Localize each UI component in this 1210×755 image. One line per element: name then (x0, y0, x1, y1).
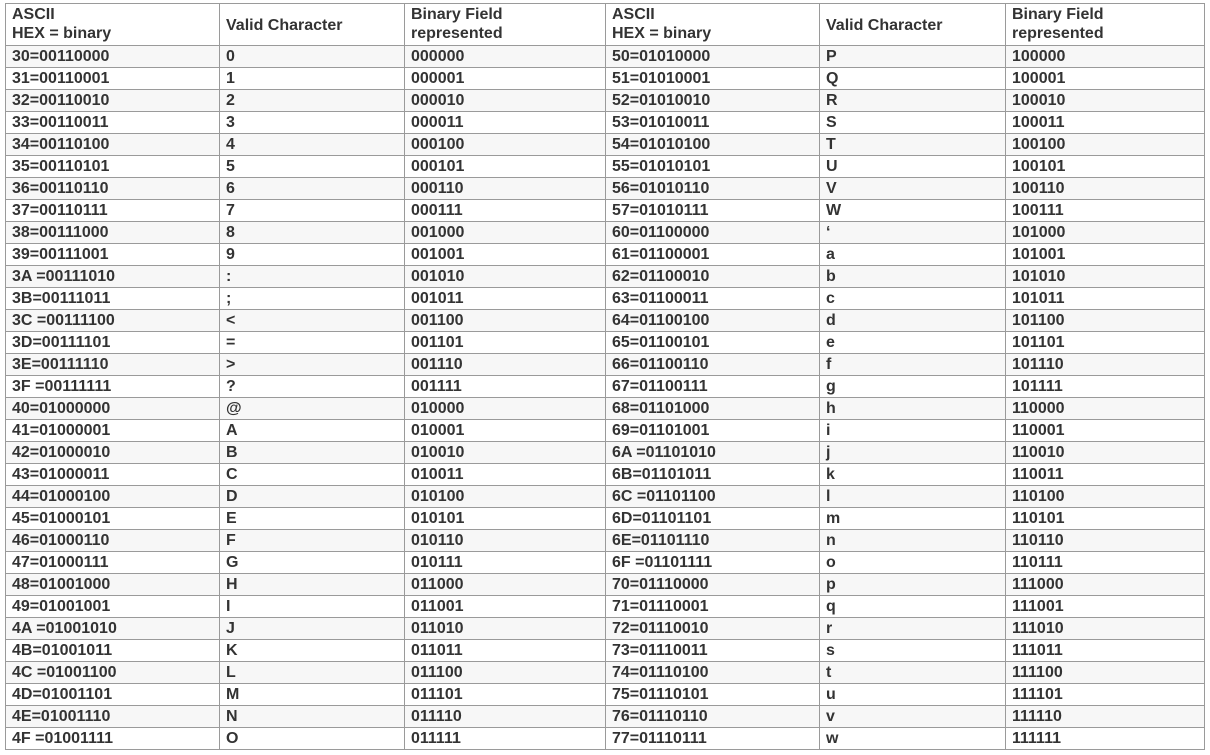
cell-valid-character: n (820, 530, 1006, 552)
cell-hex-binary: 53=01010011 (606, 112, 820, 134)
cell-valid-character: = (220, 332, 405, 354)
cell-binary-field: 000110 (405, 178, 606, 200)
cell-valid-character: w (820, 728, 1006, 750)
cell-binary-field: 000011 (405, 112, 606, 134)
cell-binary-field: 011110 (405, 706, 606, 728)
cell-hex-binary: 60=01100000 (606, 222, 820, 244)
cell-valid-character: e (820, 332, 1006, 354)
table-row (6, 398, 1205, 420)
cell-binary-field: 101010 (1006, 266, 1205, 288)
header-binary-field: Binary Field represented (1006, 4, 1205, 46)
header-ascii-hex: ASCII HEX = binary (606, 4, 820, 46)
table-row (6, 728, 1205, 750)
cell-valid-character: p (820, 574, 1006, 596)
cell-valid-character: Q (820, 68, 1006, 90)
header-ascii-hex: ASCII HEX = binary (6, 4, 220, 46)
cell-binary-field: 000111 (405, 200, 606, 222)
cell-hex-binary: 6D=01101101 (606, 508, 820, 530)
cell-binary-field: 011010 (405, 618, 606, 640)
table-row (6, 90, 1205, 112)
cell-hex-binary: 39=00111001 (6, 244, 220, 266)
cell-binary-field: 101001 (1006, 244, 1205, 266)
cell-binary-field: 010100 (405, 486, 606, 508)
cell-hex-binary: 52=01010010 (606, 90, 820, 112)
cell-valid-character: B (220, 442, 405, 464)
cell-valid-character: l (820, 486, 1006, 508)
table-row (6, 310, 1205, 332)
cell-valid-character: : (220, 266, 405, 288)
cell-valid-character: 3 (220, 112, 405, 134)
cell-hex-binary: 4F =01001111 (6, 728, 220, 750)
cell-binary-field: 010101 (405, 508, 606, 530)
table-body (6, 46, 1205, 750)
cell-hex-binary: 4C =01001100 (6, 662, 220, 684)
cell-valid-character: > (220, 354, 405, 376)
ascii-table-container (5, 3, 1205, 750)
table-row (6, 486, 1205, 508)
cell-binary-field: 011000 (405, 574, 606, 596)
cell-valid-character: s (820, 640, 1006, 662)
cell-valid-character: v (820, 706, 1006, 728)
cell-binary-field: 100101 (1006, 156, 1205, 178)
table-row (6, 662, 1205, 684)
table-row (6, 552, 1205, 574)
cell-binary-field: 101110 (1006, 354, 1205, 376)
cell-hex-binary: 31=00110001 (6, 68, 220, 90)
cell-valid-character: 0 (220, 46, 405, 68)
cell-binary-field: 111001 (1006, 596, 1205, 618)
table-row (6, 508, 1205, 530)
cell-hex-binary: 4B=01001011 (6, 640, 220, 662)
cell-hex-binary: 54=01010100 (606, 134, 820, 156)
cell-binary-field: 001011 (405, 288, 606, 310)
table-row (6, 134, 1205, 156)
cell-binary-field: 111000 (1006, 574, 1205, 596)
cell-hex-binary: 44=01000100 (6, 486, 220, 508)
table-row (6, 420, 1205, 442)
cell-binary-field: 101000 (1006, 222, 1205, 244)
cell-hex-binary: 57=01010111 (606, 200, 820, 222)
cell-valid-character: ? (220, 376, 405, 398)
cell-hex-binary: 6C =01101100 (606, 486, 820, 508)
cell-valid-character: ; (220, 288, 405, 310)
cell-valid-character: b (820, 266, 1006, 288)
cell-binary-field: 110111 (1006, 552, 1205, 574)
cell-hex-binary: 32=00110010 (6, 90, 220, 112)
table-row (6, 222, 1205, 244)
cell-hex-binary: 67=01100111 (606, 376, 820, 398)
cell-binary-field: 110101 (1006, 508, 1205, 530)
cell-binary-field: 010010 (405, 442, 606, 464)
cell-hex-binary: 4E=01001110 (6, 706, 220, 728)
cell-valid-character: P (820, 46, 1006, 68)
cell-valid-character: J (220, 618, 405, 640)
cell-binary-field: 100001 (1006, 68, 1205, 90)
cell-binary-field: 001100 (405, 310, 606, 332)
table-row (6, 266, 1205, 288)
cell-binary-field: 101111 (1006, 376, 1205, 398)
cell-hex-binary: 47=01000111 (6, 552, 220, 574)
cell-hex-binary: 51=01010001 (606, 68, 820, 90)
table-row (6, 706, 1205, 728)
table-row (6, 618, 1205, 640)
cell-valid-character: L (220, 662, 405, 684)
cell-valid-character: h (820, 398, 1006, 420)
cell-valid-character: N (220, 706, 405, 728)
cell-binary-field: 010001 (405, 420, 606, 442)
cell-hex-binary: 6E=01101110 (606, 530, 820, 552)
cell-hex-binary: 66=01100110 (606, 354, 820, 376)
cell-binary-field: 011111 (405, 728, 606, 750)
cell-binary-field: 101100 (1006, 310, 1205, 332)
cell-binary-field: 110011 (1006, 464, 1205, 486)
cell-hex-binary: 41=01000001 (6, 420, 220, 442)
table-row (6, 640, 1205, 662)
cell-valid-character: a (820, 244, 1006, 266)
cell-valid-character: V (820, 178, 1006, 200)
cell-valid-character: 1 (220, 68, 405, 90)
cell-binary-field: 111110 (1006, 706, 1205, 728)
cell-valid-character: R (820, 90, 1006, 112)
cell-binary-field: 100110 (1006, 178, 1205, 200)
cell-binary-field: 010111 (405, 552, 606, 574)
cell-binary-field: 001000 (405, 222, 606, 244)
cell-valid-character: @ (220, 398, 405, 420)
table-row (6, 46, 1205, 68)
cell-valid-character: M (220, 684, 405, 706)
table-row (6, 112, 1205, 134)
header-row (6, 4, 1205, 46)
cell-hex-binary: 68=01101000 (606, 398, 820, 420)
cell-valid-character: i (820, 420, 1006, 442)
cell-hex-binary: 64=01100100 (606, 310, 820, 332)
table-row (6, 178, 1205, 200)
cell-binary-field: 001110 (405, 354, 606, 376)
cell-hex-binary: 63=01100011 (606, 288, 820, 310)
cell-valid-character: ‘ (820, 222, 1006, 244)
cell-valid-character: c (820, 288, 1006, 310)
cell-hex-binary: 77=01110111 (606, 728, 820, 750)
cell-hex-binary: 61=01100001 (606, 244, 820, 266)
cell-binary-field: 101101 (1006, 332, 1205, 354)
cell-hex-binary: 34=00110100 (6, 134, 220, 156)
cell-valid-character: o (820, 552, 1006, 574)
cell-valid-character: G (220, 552, 405, 574)
table-row (6, 464, 1205, 486)
header-valid-character: Valid Character (220, 4, 405, 46)
cell-hex-binary: 72=01110010 (606, 618, 820, 640)
cell-binary-field: 010110 (405, 530, 606, 552)
cell-hex-binary: 3F =00111111 (6, 376, 220, 398)
cell-binary-field: 000000 (405, 46, 606, 68)
cell-binary-field: 011011 (405, 640, 606, 662)
cell-valid-character: t (820, 662, 1006, 684)
cell-binary-field: 011101 (405, 684, 606, 706)
cell-valid-character: I (220, 596, 405, 618)
cell-hex-binary: 3B=00111011 (6, 288, 220, 310)
cell-valid-character: r (820, 618, 1006, 640)
cell-binary-field: 011100 (405, 662, 606, 684)
cell-valid-character: C (220, 464, 405, 486)
cell-binary-field: 110110 (1006, 530, 1205, 552)
cell-binary-field: 001010 (405, 266, 606, 288)
cell-hex-binary: 62=01100010 (606, 266, 820, 288)
cell-valid-character: S (820, 112, 1006, 134)
cell-binary-field: 110100 (1006, 486, 1205, 508)
cell-hex-binary: 71=01110001 (606, 596, 820, 618)
cell-hex-binary: 43=01000011 (6, 464, 220, 486)
table-row (6, 156, 1205, 178)
table-row (6, 596, 1205, 618)
cell-valid-character: k (820, 464, 1006, 486)
cell-valid-character: F (220, 530, 405, 552)
cell-binary-field: 111101 (1006, 684, 1205, 706)
table-row (6, 200, 1205, 222)
ascii-binary-table (5, 3, 1205, 750)
cell-valid-character: W (820, 200, 1006, 222)
cell-valid-character: g (820, 376, 1006, 398)
cell-valid-character: u (820, 684, 1006, 706)
cell-hex-binary: 70=01110000 (606, 574, 820, 596)
table-header (6, 4, 1205, 46)
cell-hex-binary: 38=00111000 (6, 222, 220, 244)
cell-valid-character: A (220, 420, 405, 442)
cell-hex-binary: 40=01000000 (6, 398, 220, 420)
cell-binary-field: 111010 (1006, 618, 1205, 640)
cell-binary-field: 100011 (1006, 112, 1205, 134)
cell-hex-binary: 76=01110110 (606, 706, 820, 728)
cell-valid-character: < (220, 310, 405, 332)
cell-hex-binary: 74=01110100 (606, 662, 820, 684)
cell-valid-character: K (220, 640, 405, 662)
cell-valid-character: d (820, 310, 1006, 332)
cell-hex-binary: 69=01101001 (606, 420, 820, 442)
cell-binary-field: 100100 (1006, 134, 1205, 156)
table-row (6, 574, 1205, 596)
cell-binary-field: 000001 (405, 68, 606, 90)
cell-binary-field: 011001 (405, 596, 606, 618)
cell-binary-field: 101011 (1006, 288, 1205, 310)
cell-hex-binary: 3E=00111110 (6, 354, 220, 376)
cell-valid-character: D (220, 486, 405, 508)
cell-hex-binary: 35=00110101 (6, 156, 220, 178)
table-row (6, 376, 1205, 398)
cell-hex-binary: 33=00110011 (6, 112, 220, 134)
table-row (6, 442, 1205, 464)
cell-hex-binary: 56=01010110 (606, 178, 820, 200)
cell-binary-field: 111100 (1006, 662, 1205, 684)
cell-binary-field: 000101 (405, 156, 606, 178)
cell-valid-character: 9 (220, 244, 405, 266)
cell-hex-binary: 6F =01101111 (606, 552, 820, 574)
cell-valid-character: 7 (220, 200, 405, 222)
cell-hex-binary: 3C =00111100 (6, 310, 220, 332)
table-row (6, 684, 1205, 706)
table-row (6, 530, 1205, 552)
cell-valid-character: 8 (220, 222, 405, 244)
cell-valid-character: 2 (220, 90, 405, 112)
cell-binary-field: 001001 (405, 244, 606, 266)
cell-hex-binary: 73=01110011 (606, 640, 820, 662)
cell-binary-field: 100010 (1006, 90, 1205, 112)
cell-hex-binary: 4A =01001010 (6, 618, 220, 640)
cell-hex-binary: 49=01001001 (6, 596, 220, 618)
table-row (6, 288, 1205, 310)
table-row (6, 244, 1205, 266)
cell-binary-field: 001111 (405, 376, 606, 398)
cell-binary-field: 100111 (1006, 200, 1205, 222)
cell-valid-character: m (820, 508, 1006, 530)
header-binary-field: Binary Field represented (405, 4, 606, 46)
cell-valid-character: q (820, 596, 1006, 618)
cell-hex-binary: 6A =01101010 (606, 442, 820, 464)
cell-hex-binary: 65=01100101 (606, 332, 820, 354)
cell-hex-binary: 36=00110110 (6, 178, 220, 200)
cell-hex-binary: 37=00110111 (6, 200, 220, 222)
cell-valid-character: U (820, 156, 1006, 178)
cell-hex-binary: 30=00110000 (6, 46, 220, 68)
cell-binary-field: 000010 (405, 90, 606, 112)
cell-hex-binary: 45=01000101 (6, 508, 220, 530)
cell-hex-binary: 42=01000010 (6, 442, 220, 464)
cell-binary-field: 010000 (405, 398, 606, 420)
table-row (6, 332, 1205, 354)
cell-valid-character: 5 (220, 156, 405, 178)
cell-valid-character: E (220, 508, 405, 530)
table-row (6, 68, 1205, 90)
cell-hex-binary: 4D=01001101 (6, 684, 220, 706)
header-valid-character: Valid Character (820, 4, 1006, 46)
cell-hex-binary: 50=01010000 (606, 46, 820, 68)
cell-binary-field: 010011 (405, 464, 606, 486)
cell-binary-field: 111111 (1006, 728, 1205, 750)
cell-valid-character: H (220, 574, 405, 596)
cell-binary-field: 000100 (405, 134, 606, 156)
cell-valid-character: 4 (220, 134, 405, 156)
cell-binary-field: 110001 (1006, 420, 1205, 442)
cell-valid-character: j (820, 442, 1006, 464)
cell-binary-field: 111011 (1006, 640, 1205, 662)
cell-valid-character: O (220, 728, 405, 750)
cell-hex-binary: 55=01010101 (606, 156, 820, 178)
table-row (6, 354, 1205, 376)
cell-binary-field: 001101 (405, 332, 606, 354)
cell-valid-character: 6 (220, 178, 405, 200)
cell-hex-binary: 3D=00111101 (6, 332, 220, 354)
cell-valid-character: T (820, 134, 1006, 156)
cell-hex-binary: 46=01000110 (6, 530, 220, 552)
cell-hex-binary: 3A =00111010 (6, 266, 220, 288)
cell-binary-field: 100000 (1006, 46, 1205, 68)
cell-hex-binary: 75=01110101 (606, 684, 820, 706)
cell-binary-field: 110000 (1006, 398, 1205, 420)
cell-hex-binary: 48=01001000 (6, 574, 220, 596)
cell-binary-field: 110010 (1006, 442, 1205, 464)
cell-valid-character: f (820, 354, 1006, 376)
cell-hex-binary: 6B=01101011 (606, 464, 820, 486)
